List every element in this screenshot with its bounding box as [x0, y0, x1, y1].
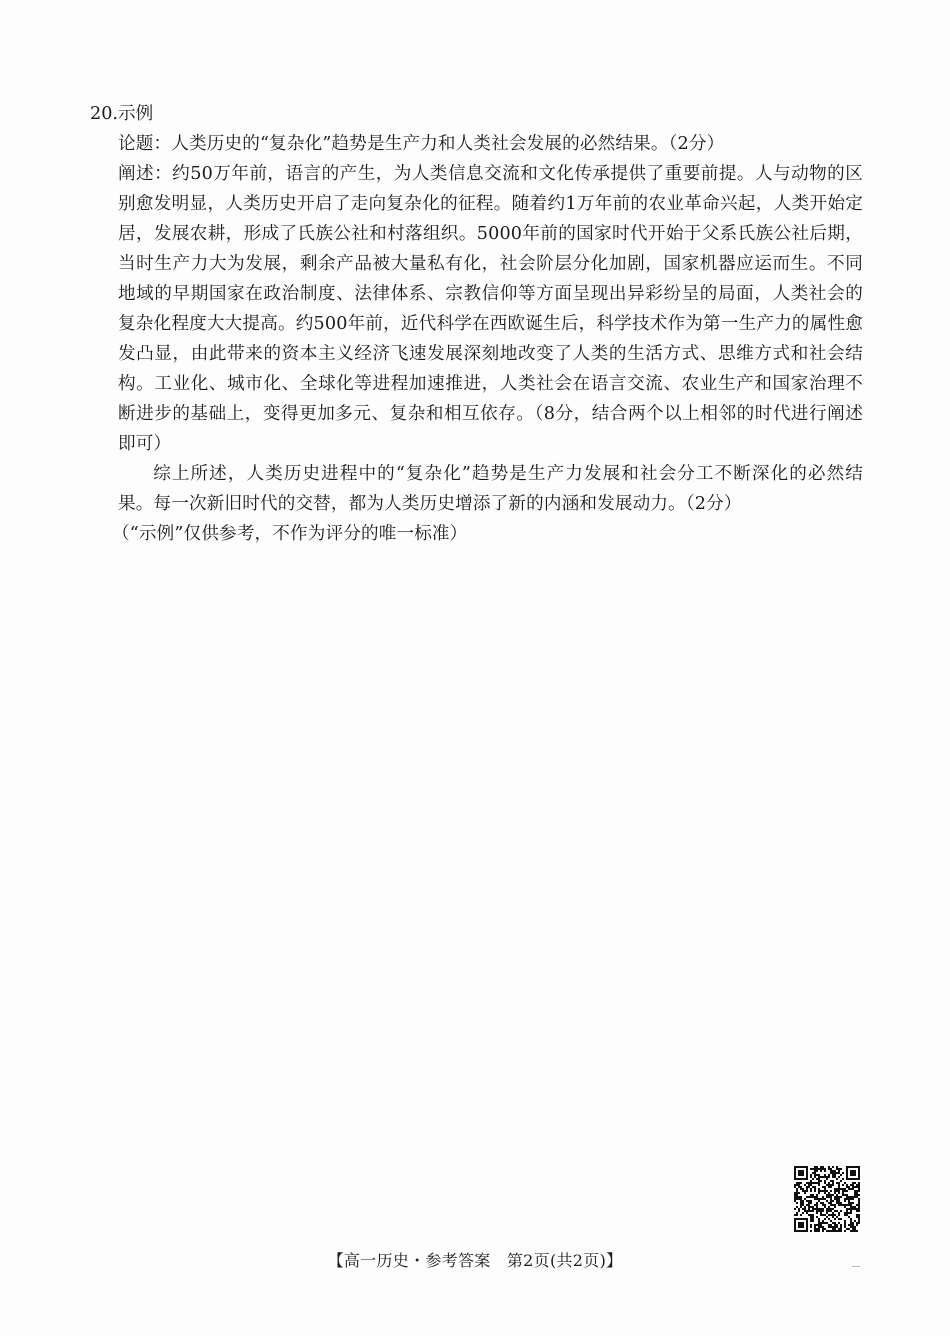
answer-body: [112, 129, 863, 549]
scan-mark: [852, 1266, 860, 1267]
elaboration-paragraph: 阐述：约50万年前，语言的产生，为人类信息交流和文化传承提供了重要前提。人与动物的区别愈发明显，人类历史开启了走向复杂化的征程。随着约1万年前的农业革命兴起，人类开始定居，发展农耕，形成了氏族公社和村落组织。5000年前的国家时代开始于父系氏族公社后期，当时生产力大为发展，剩余产品被大量私有化，社会阶层分化加剧，国家机器应运而生。不同地域的早期国家在政治制度、法律体系、宗教信仰等方面呈现出异彩纷呈的局面，人类社会的复杂化程度大大提高。约500年前，近代科学在西欧诞生后，科学技术作为第一生产力的属性愈发凸显，由此带来的资本主义经济飞速发展深刻地改变了人类的生活方式、思维方式和社会结构。工业化、城市化、全球化等进程加速推进，人类社会在语言交流、农业生产和国家治理不断进步的基础上，变得更加多元、复杂和相互依存。（8分，结合两个以上相邻的时代进行阐述即可）: [118, 164, 863, 454]
page-footer: 【高一历史・参考答案 第2页(共2页)】: [327, 1251, 623, 1270]
question-number-title: 20.示例: [90, 104, 154, 124]
thesis-paragraph: 论题：人类历史的“复杂化”趋势是生产力和人类社会发展的必然结果。（2分）: [118, 134, 725, 154]
reference-note: （“示例”仅供参考，不作为评分的唯一标准）: [112, 524, 468, 544]
conclusion-paragraph: 综上所述，人类历史进程中的“复杂化”趋势是生产力发展和社会分工不断深化的必然结果。每一次新旧时代的交替，都为人类历史增添了新的内涵和发展动力。（2分）: [118, 464, 863, 514]
qr-code-icon: [794, 1166, 860, 1232]
